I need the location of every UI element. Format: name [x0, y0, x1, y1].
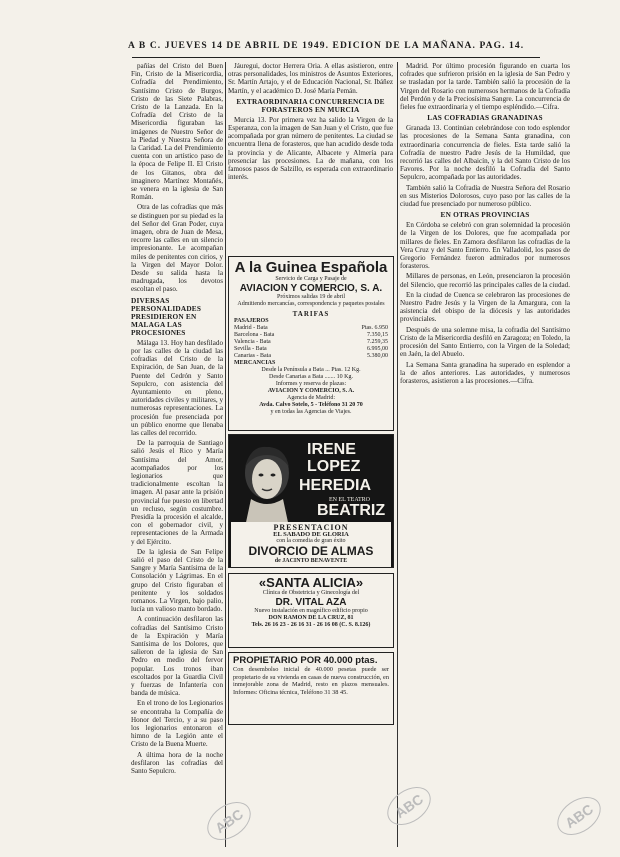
watermark-stamp-icon: ABC [380, 779, 438, 833]
paragraph: A continuación desfilaron las cofradías del Santísimo Cristo de la Expiración y María Santísima de los Dolores, que salieron de la iglesia de San Pedro en medio del fervor popular. Los tronos iban escoltados por la Guardia Civil y fuerzas de Infantería con banda de música. [131, 615, 223, 698]
headline: DIVERSAS PERSONALIDADES PRESIDIERON EN MALAGA LAS PROCESIONES [131, 295, 202, 337]
table-row [234, 346, 388, 353]
premiere-date: EL SABADO DE GLORIA [273, 531, 349, 538]
page-header: A B C. JUEVES 14 DE ABRIL DE 1949. EDICION DE LA MAÑANA. PAG. 14. [128, 41, 525, 51]
headline: LAS COFRADIAS GRANADINAS [427, 113, 543, 123]
presentacion-label: PRESENTACION [273, 523, 349, 532]
column-2 [228, 62, 393, 183]
watermark-stamp-icon: ABC [550, 789, 608, 843]
table-row [234, 353, 388, 360]
paragraph: Millares de personas, en León, presenciaron la procesión del Silencio, que recorrió las principales calles de la ciudad. [400, 272, 570, 289]
clinic-name: «SANTA ALICIA» [258, 575, 364, 590]
ad-line: y en todas las Agencias de Viajes. [270, 409, 352, 415]
play-title: DIVORCIO DE ALMAS [248, 544, 374, 558]
watermark-stamp-icon: ABC [200, 794, 258, 848]
column-divider [397, 62, 398, 847]
paragraph: Jáuregui, doctor Herrera Oria. A ellas asistieron, entre otras personalidades, los ministros de Asuntos Exteriores, Sr. Martín Artajo, y el de Educación Nacional, Sr. Ibáñez Martín, y el académico D. José María Pemán. [228, 62, 393, 95]
ad-line: AVIACION Y COMERCIO, S. A. [267, 388, 355, 394]
rate-price: Ptas. 6.950 [361, 325, 388, 331]
ad-line: PASAJEROS [234, 318, 269, 324]
rate-route: Canarias - Bata [234, 353, 271, 359]
table-row [234, 339, 388, 346]
paragraph: La Semana Santa granadina ha superado en esplendor a la de años anteriores. Las autoridades, y numerosos forasteros, asistieron a las procesiones.—Cifra. [400, 360, 570, 385]
clinic-address: DON RAMON DE LA CRUZ, 81 [268, 615, 354, 621]
paragraph: En el trono de los Legionarios se encontraba la Compañía de Honor del Tercio, y a su paso los legionarios entonaron el himno de la Legión ante el Cristo de la Buena Muerte. [131, 699, 223, 749]
ad-line: Servicio de Carga y Pasaje de [275, 276, 347, 282]
rates-table [234, 325, 388, 360]
ad-line: Admitiendo mercancías, correspondencia y paquetes postales [237, 301, 385, 307]
ad-line: Próximos salidas 19 de abril [277, 294, 345, 300]
paragraph: Málaga 13. Hoy han desfilado por las calles de la ciudad las cofradías del Cristo de la Expiración, de San Juan, de la Puente del Cedrón y Santo Sepulcro, con asistencia del Ayuntamiento en pleno, autoridades civiles y militares, y numerosas representaciones. La procesión fue presenciada por un público enorme que llenaba las calles del recorrido. [131, 338, 223, 437]
ad-santa-alicia [228, 573, 394, 648]
ad-line: Avda. Calvo Sotelo, 5 - Teléfono 31 20 70 [259, 402, 363, 408]
rate-route: Barcelona - Bata [234, 332, 275, 338]
ad-line: Desde la Península a Bata ... Ptas. 12 Kg. [261, 367, 361, 373]
rate-route: Sevilla - Bata [234, 346, 267, 352]
ad-line: Desde Canarias a Bata ....... 10 Kg. [269, 374, 353, 380]
play-author: de JACINTO BENAVENTE [274, 558, 348, 564]
headline: EN OTRAS PROVINCIAS [440, 210, 530, 220]
teatro-label: EN EL TEATRO [329, 497, 370, 503]
paragraph: También salió la Cofradía de Nuestra Señora del Rosario en sus Misterios Dolorosos, cuyo paso por las calles de la ciudad fue presenciado por numeroso público. [400, 183, 570, 209]
ad-brand: A la Guinea Española [234, 259, 388, 276]
ad-propietario [228, 652, 394, 725]
rate-route: Madrid - Bata [234, 325, 268, 331]
ad-title: PROPIETARIO POR 40.000 ptas. [233, 655, 378, 666]
ad-line: Clínica de Obstetricia y Ginecología del [262, 590, 360, 596]
paragraph: En Córdoba se celebró con gran solemnidad la procesión de la Virgen de los Dolores, que fue acompañada por millares de fieles. En Zamora desfilaron las cofradías de la Vera Cruz y del Santo Entierro. En Valladolid, los pasos de Gregorio Fernández fueron admirados por numerosos forasteros. [400, 221, 570, 271]
table-row [234, 332, 388, 339]
rate-price: 6.995,00 [367, 346, 388, 352]
table-row [234, 325, 388, 332]
ad-line: Agencia de Madrid: [287, 395, 335, 401]
actress-surname-1: LOPEZ [307, 458, 361, 475]
paragraph: pañías del Cristo del Buen Fin, Cristo de la Misericordia, Cofradía del Prendimiento, Santísimo Cristo de Burgos, Cristo de las Siete Palabras, Cristo de la Lanzada. En la Cofradía del Cristo de la Misericordia figuraban las imágenes de Nuestro Señor de la Piedad y Nuestra Señora de la Caridad. La del Prendimiento cuenta con un artístico paso de la época de Felipe II. El Cristo de los Gitanos, obra del imaginero Martínez Montañés, se venera en la iglesia de San Román. [131, 62, 223, 202]
rate-route: Valencia - Bata [234, 339, 271, 345]
ad-tarifas-title: TARIFAS [292, 310, 330, 318]
headline: EXTRAORDINARIA CONCURRENCIA DE FORASTEROS EN MURCIA [236, 96, 385, 114]
doctor-name: DR. VITAL AZA [275, 597, 347, 608]
ad-guinea-espanola [228, 256, 394, 431]
clinic-phones: Tels. 26 16 23 - 26 16 31 - 26 16 08 (C. S. 8.126) [251, 622, 371, 628]
column-1 [131, 62, 223, 777]
paragraph: Murcia 13. Por primera vez ha salido la Virgen de la Esperanza, con la imagen de San Juan y el Cristo, que fue acompañada por gran número de penitentes. La ciudad se encuentra llena de forasteros, que han acudido desde toda la provincia y de Alicante, Albacete y Almería para presenciar las procesiones. La de mañana, con los famosos pasos de Salzillo, es esperada con extraordinario interés. [228, 115, 393, 182]
rate-price: 7.259,35 [367, 339, 388, 345]
actress-first-name: IRENE [307, 441, 356, 458]
column-3 [400, 62, 570, 387]
ad-line: Nuevo instalación en magnífico edificio propio [254, 608, 368, 614]
ad-line: MERCANCIAS [234, 360, 276, 366]
ad-company: AVIACION Y COMERCIO, S. A. [239, 283, 383, 294]
actress-portrait-icon [231, 439, 301, 527]
theatre-name: BEATRIZ [317, 502, 386, 519]
ad-info [231, 522, 391, 567]
ad-text: Con desembolso inicial de 40.000 pesetas puede ser propietario de su vivienda en casas de nueva construcción, en inmejorable zona de Madrid, resto en plazos mensuales. Informes: Oficina técnica, Teléfono 31 38 45. [233, 666, 389, 696]
actress-surname-2: HEREDIA [299, 477, 372, 494]
rate-price: 7.350,15 [367, 332, 388, 338]
paragraph: Granada 13. Continúan celebrándose con todo esplendor las procesiones de la Semana Santa granadina, con extraordinaria concurrencia de fieles. Esta tarde salió la Cofradía de nuestro Padre Jesús de la Humildad, que recorrió las calles del Albaicín, y la del Santo Cristo de los Favores. Por la noche desfiló la Cofradía del Santo Sepulcro, acompañada por las autoridades. [400, 124, 570, 182]
ad-line: Informes y reserva de plazas: [275, 381, 347, 387]
paragraph: De la parroquia de Santiago salió Jesús el Rico y María Santísima del Amor, acompañados por los legionarios que tradicionalmente escoltan la imagen. Al pasar ante la prisión provincial fue puesto en libertad un recluso, según costumbre. Presidía la procesión el alcalde, con el gobernador civil, y representaciones de la Armada y del Ejército. [131, 439, 223, 546]
rate-price: 5.380,00 [367, 353, 388, 359]
column-divider [225, 62, 226, 847]
ad-irene-lopez-heredia [228, 434, 394, 568]
header-rule [132, 57, 540, 58]
ad-line: con la comedia de gran éxito [276, 538, 346, 544]
paragraph: Madrid. Por último procesión figurando en cuarta los cofrades que sufrieron prisión en la iglesia de San Pedro y se trasladan por la tarde. También salió la procesión de la Virgen del Rosario con numerosos hermanos de la Cofradía del Perdón y de la Preciosísima Sangre. La concurrencia de fieles fue extraordinaria y el tiempo espléndido.—Cifra. [400, 62, 570, 112]
paragraph: De la iglesia de San Felipe salió el paso del Cristo de la Sangre y María Santísima de la Consolación y Lágrimas. En el grupo del Cristo figuraban el penitente y los soldados romanos. La Virgen, bajo palio, lucía un valioso manto bordado. [131, 547, 223, 614]
paragraph: Después de una solemne misa, la cofradía del Santísimo Cristo de la Misericordia desfiló en Zaragoza; en Toledo, la procesión del Santo Entierro, con la Virgen de la Soledad; en Jaén, la del Abuelo. [400, 325, 570, 359]
paragraph: En la ciudad de Cuenca se celebraron las procesiones de Nuestro Padre Jesús y la Virgen de la Amargura, con la asistencia del obispo de la diócesis y las autoridades provinciales. [400, 290, 570, 324]
paragraph: Otra de las cofradías que más se distinguen por su piedad es la del Señor del Gran Poder, cuya imagen, obra de Juan de Mesa, recorre las calles en un silencio impresionante. Le acompañan miles de penitentes con cirios, y la Virgen del Mayor Dolor. Desde su salida hasta la madrugada, los devotos escoltan el paso. [131, 203, 223, 294]
paragraph: A última hora de la noche desfilaron las cofradías del Santo Sepulcro. [131, 750, 223, 776]
